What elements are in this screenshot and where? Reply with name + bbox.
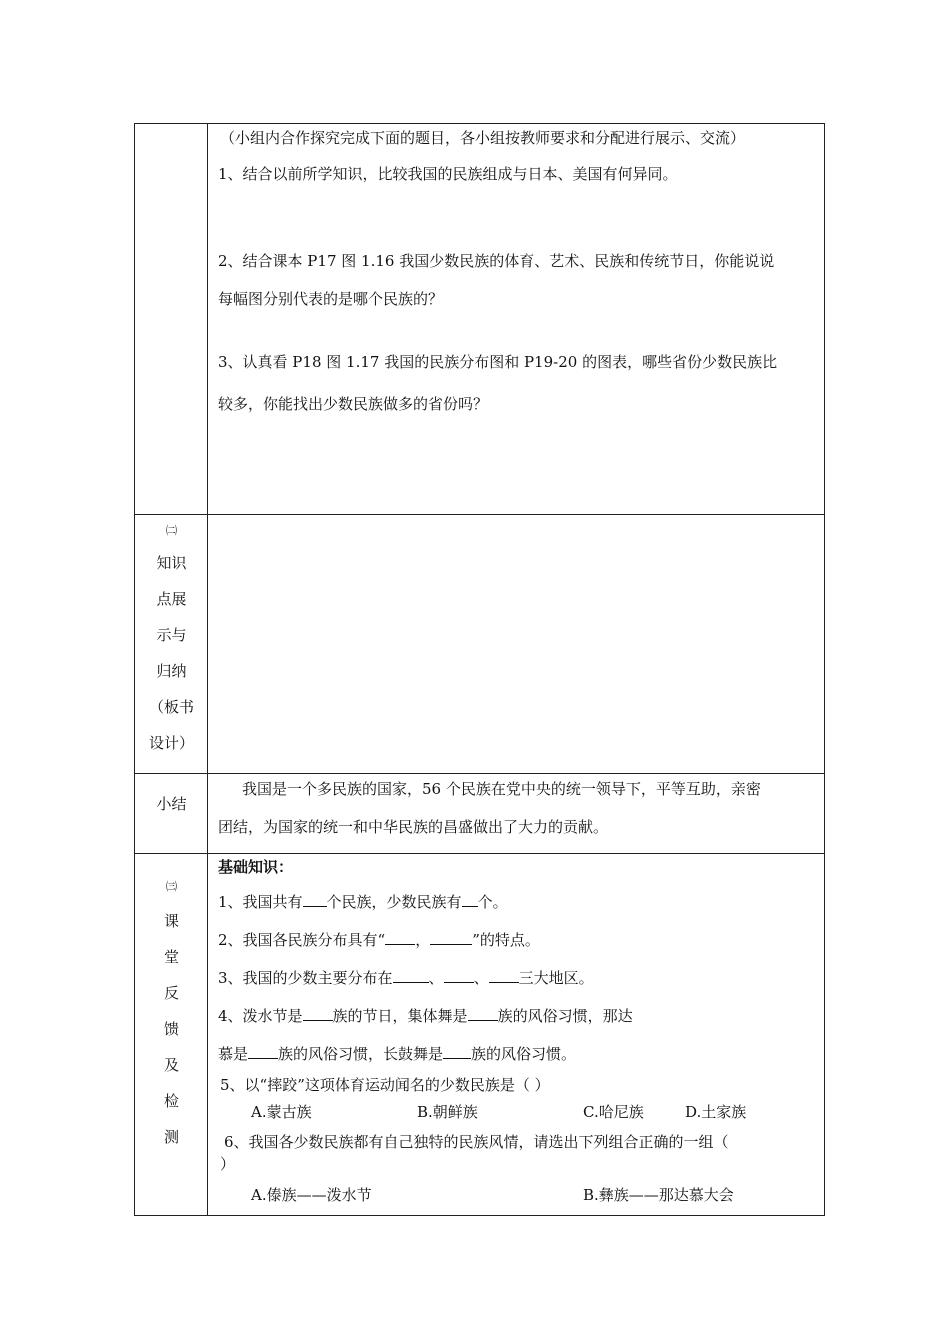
choice-question-6-line2: ）: [220, 1155, 236, 1173]
knowledge-row: [135, 515, 824, 774]
feedback-label-char-3: 反: [163, 984, 179, 1002]
q6-option-a[interactable]: A.傣族——泼水节: [251, 1186, 372, 1204]
fill-question-4-line2: 慕是 族的风俗习惯，长鼓舞是 族的风俗习惯。: [218, 1045, 577, 1063]
answer-blank[interactable]: [393, 968, 429, 983]
inquiry-question-3-line1: 3、认真看 P18 图 1.17 我国的民族分布图和 P19-20 的图表，哪些省份少数民族比: [218, 353, 778, 371]
feedback-label-char-1: 课: [163, 912, 179, 930]
summary-line-2: 团结，为国家的统一和中华民族的昌盛做出了大力的贡献。: [218, 818, 609, 836]
inquiry-row: [135, 124, 824, 515]
knowledge-label-line-2: 点展: [156, 590, 187, 608]
inquiry-question-1: 1、结合以前所学知识，比较我国的民族组成与日本、美国有何异同。: [218, 165, 678, 183]
summary-row: [135, 774, 824, 854]
fill-question-4-line1: 4、泼水节是 族的节日，集体舞是 族的风俗习惯，那达: [218, 1007, 633, 1025]
answer-blank[interactable]: [462, 892, 478, 907]
feedback-label-char-2: 堂: [163, 948, 179, 966]
feedback-label-char-6: 检: [163, 1092, 179, 1110]
answer-blank[interactable]: [489, 968, 519, 983]
q6-option-b[interactable]: B.彝族——那达慕大会: [583, 1186, 734, 1204]
q5-option-d[interactable]: D.土家族: [685, 1103, 747, 1121]
feedback-label-char-4: 馈: [163, 1020, 179, 1038]
fill-question-2: 2、我国各民族分布具有“ ， ”的特点。: [218, 931, 540, 949]
q5-option-b[interactable]: B.朝鲜族: [417, 1103, 478, 1121]
fill-question-1: 1、我国共有 个民族，少数民族有 个。: [218, 893, 508, 911]
inquiry-label-cell: [135, 124, 208, 514]
knowledge-content-cell: [208, 515, 824, 773]
answer-blank[interactable]: [303, 892, 327, 907]
knowledge-label-cell: [135, 515, 208, 773]
answer-blank[interactable]: [303, 1006, 333, 1021]
feedback-label-char-7: 测: [163, 1128, 179, 1146]
section-number-2: ㈡: [166, 524, 177, 537]
inquiry-content-cell: [208, 124, 824, 514]
answer-blank[interactable]: [385, 930, 415, 945]
inquiry-question-2-line2: 每幅图分别代表的是哪个民族的？: [218, 290, 444, 308]
summary-content-cell: [208, 774, 824, 853]
q5-option-a[interactable]: A.蒙古族: [251, 1103, 312, 1121]
feedback-row: [135, 854, 824, 1215]
section-number-3: ㈢: [166, 880, 177, 893]
inquiry-question-3-line2: 较多，你能找出少数民族做多的省份吗？: [218, 395, 489, 413]
knowledge-label-line-4: 归纳: [156, 662, 187, 680]
answer-blank[interactable]: [443, 1044, 471, 1059]
knowledge-label-line-3: 示与: [156, 626, 187, 644]
answer-blank[interactable]: [444, 968, 474, 983]
inquiry-question-2-line1: 2、结合课本 P17 图 1.16 我国少数民族的体育、艺术、民族和传统节日，你能说说: [218, 252, 775, 270]
basic-knowledge-heading: 基础知识：: [218, 858, 294, 876]
q5-option-c[interactable]: C.哈尼族: [583, 1103, 644, 1121]
knowledge-label-line-5: （板书: [148, 698, 194, 716]
fill-question-3: 3、我国的少数主要分布在 、 、 三大地区。: [218, 969, 594, 987]
answer-blank[interactable]: [468, 1006, 498, 1021]
lesson-table: [134, 123, 825, 1216]
answer-blank[interactable]: [430, 930, 472, 945]
summary-label-cell: [135, 774, 208, 853]
feedback-content-cell: [208, 854, 824, 1215]
choice-question-6-line1: 6、我国各少数民族都有自己独特的民族风情，请选出下列组合正确的一组（: [224, 1133, 729, 1151]
inquiry-intro: （小组内合作探究完成下面的题目，各小组按教师要求和分配进行展示、交流）: [220, 129, 746, 147]
knowledge-label-line-1: 知识: [156, 554, 187, 572]
summary-line-1: 我国是一个多民族的国家，56 个民族在党中央的统一领导下，平等互助，亲密: [242, 780, 761, 798]
feedback-label-char-5: 及: [163, 1056, 179, 1074]
feedback-label-cell: [135, 854, 208, 1215]
choice-question-5: 5、以“摔跤”这项体育运动闻名的少数民族是（ ）: [220, 1076, 550, 1094]
summary-label: 小结: [156, 795, 187, 813]
knowledge-label-line-6: 设计）: [148, 734, 194, 752]
answer-blank[interactable]: [248, 1044, 278, 1059]
